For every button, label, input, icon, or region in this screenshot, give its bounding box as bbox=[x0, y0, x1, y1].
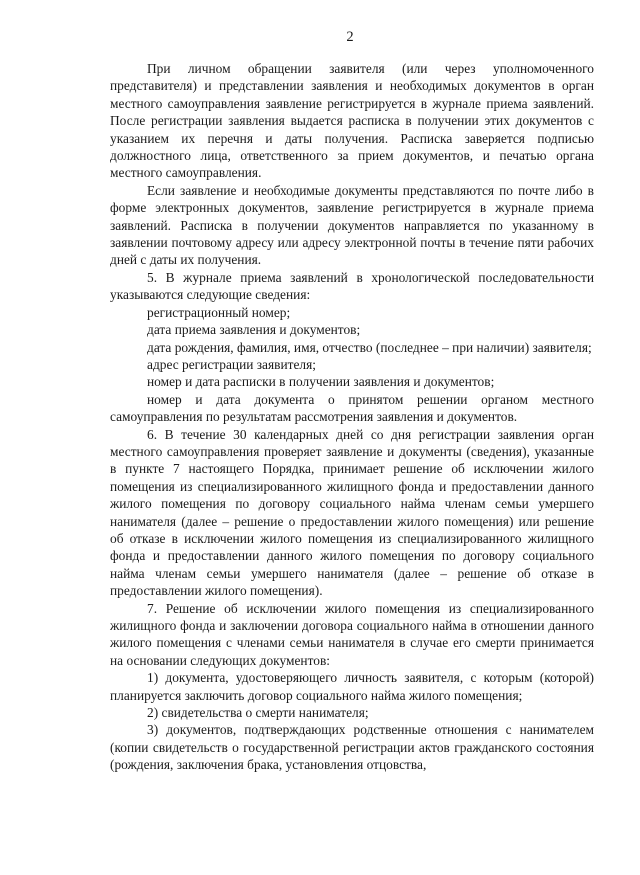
list-item-receipt-date: дата приема заявления и документов; bbox=[147, 322, 361, 338]
list-item-applicant-address: адрес регистрации заявителя; bbox=[147, 356, 316, 372]
list-item-registration-number: регистрационный номер; bbox=[147, 304, 291, 320]
paragraph-application-mail: Если заявление и необходимые документы представляются по почте либо в форме электронных документов, заявление регистрируется в журнале приема заявлений. Расписка в получении документов направляется по указанному в заявлении почтовому адресу или адресу электронной почты в течение пяти рабочих дней с даты их получения. bbox=[110, 182, 594, 268]
list-item-receipt-number: номер и дата расписки в получении заявления и документов; bbox=[147, 374, 495, 390]
paragraph-item-7: 7. Решение об исключении жилого помещения из специализированного жилищного фонда и заключении договора социального найма в отношении данного жилого помещения с членами семьи нанимателя в случае его смерти принимается на основании следующих документов: bbox=[110, 600, 594, 668]
list-item-applicant-data: дата рождения, фамилия, имя, отчество (последнее – при наличии) заявителя; bbox=[147, 339, 592, 355]
list-item-decision-number: номер и дата документа о принятом решении органом местного самоуправления по результатам рассмотрения заявления и документов. bbox=[110, 391, 594, 425]
list-item-kinship-documents: 3) документов, подтверждающих родственные отношения с нанимателем (копии свидетельств о государственной регистрации актов гражданского состояния (рождения, заключения брака, установления отцовства, bbox=[110, 722, 594, 773]
document-body bbox=[110, 60, 594, 774]
page-number: 2 bbox=[346, 29, 354, 45]
list-item-identity-document: 1) документа, удостоверяющего личность заявителя, с которым (которой) планируется заключить договор социального найма жилого помещения; bbox=[110, 670, 594, 703]
paragraph-item-6: 6. В течение 30 календарных дней со дня регистрации заявления орган местного самоуправления проверяет заявление и документы (сведения), указанные в пункте 7 настоящего Порядка, принимает решение об исключении жилого помещения из специализированного жилищного фонда и предоставлении данного жилого помещения по договору социального найма членам семьи умершего нанимателя (далее – решение о предоставлении жилого помещения) или решение об отказе в исключении жилого помещения из специализированного жилищного фонда и предоставлении данного жилого помещения по договору социального найма членам семьи умершего нанимателя (далее – решение об отказе в предоставлении жилого помещения). bbox=[110, 426, 594, 599]
list-item-death-certificate: 2) свидетельства о смерти нанимателя; bbox=[147, 705, 369, 721]
paragraph-application-personal: При личном обращении заявителя (или через уполномоченного представителя) и представлении заявления и необходимых документов в орган местного самоуправления заявление регистрируется в журнале приема заявлений. После регистрации заявления выдается расписка в получении этих документов с указанием их перечня и даты получения. Расписка заверяется подписью должностного лица, ответственного за прием документов, и печатью органа местного самоуправления. bbox=[110, 61, 594, 181]
paragraph-item-5: 5. В журнале приема заявлений в хронологической последовательности указываются следующие сведения: bbox=[110, 269, 594, 303]
